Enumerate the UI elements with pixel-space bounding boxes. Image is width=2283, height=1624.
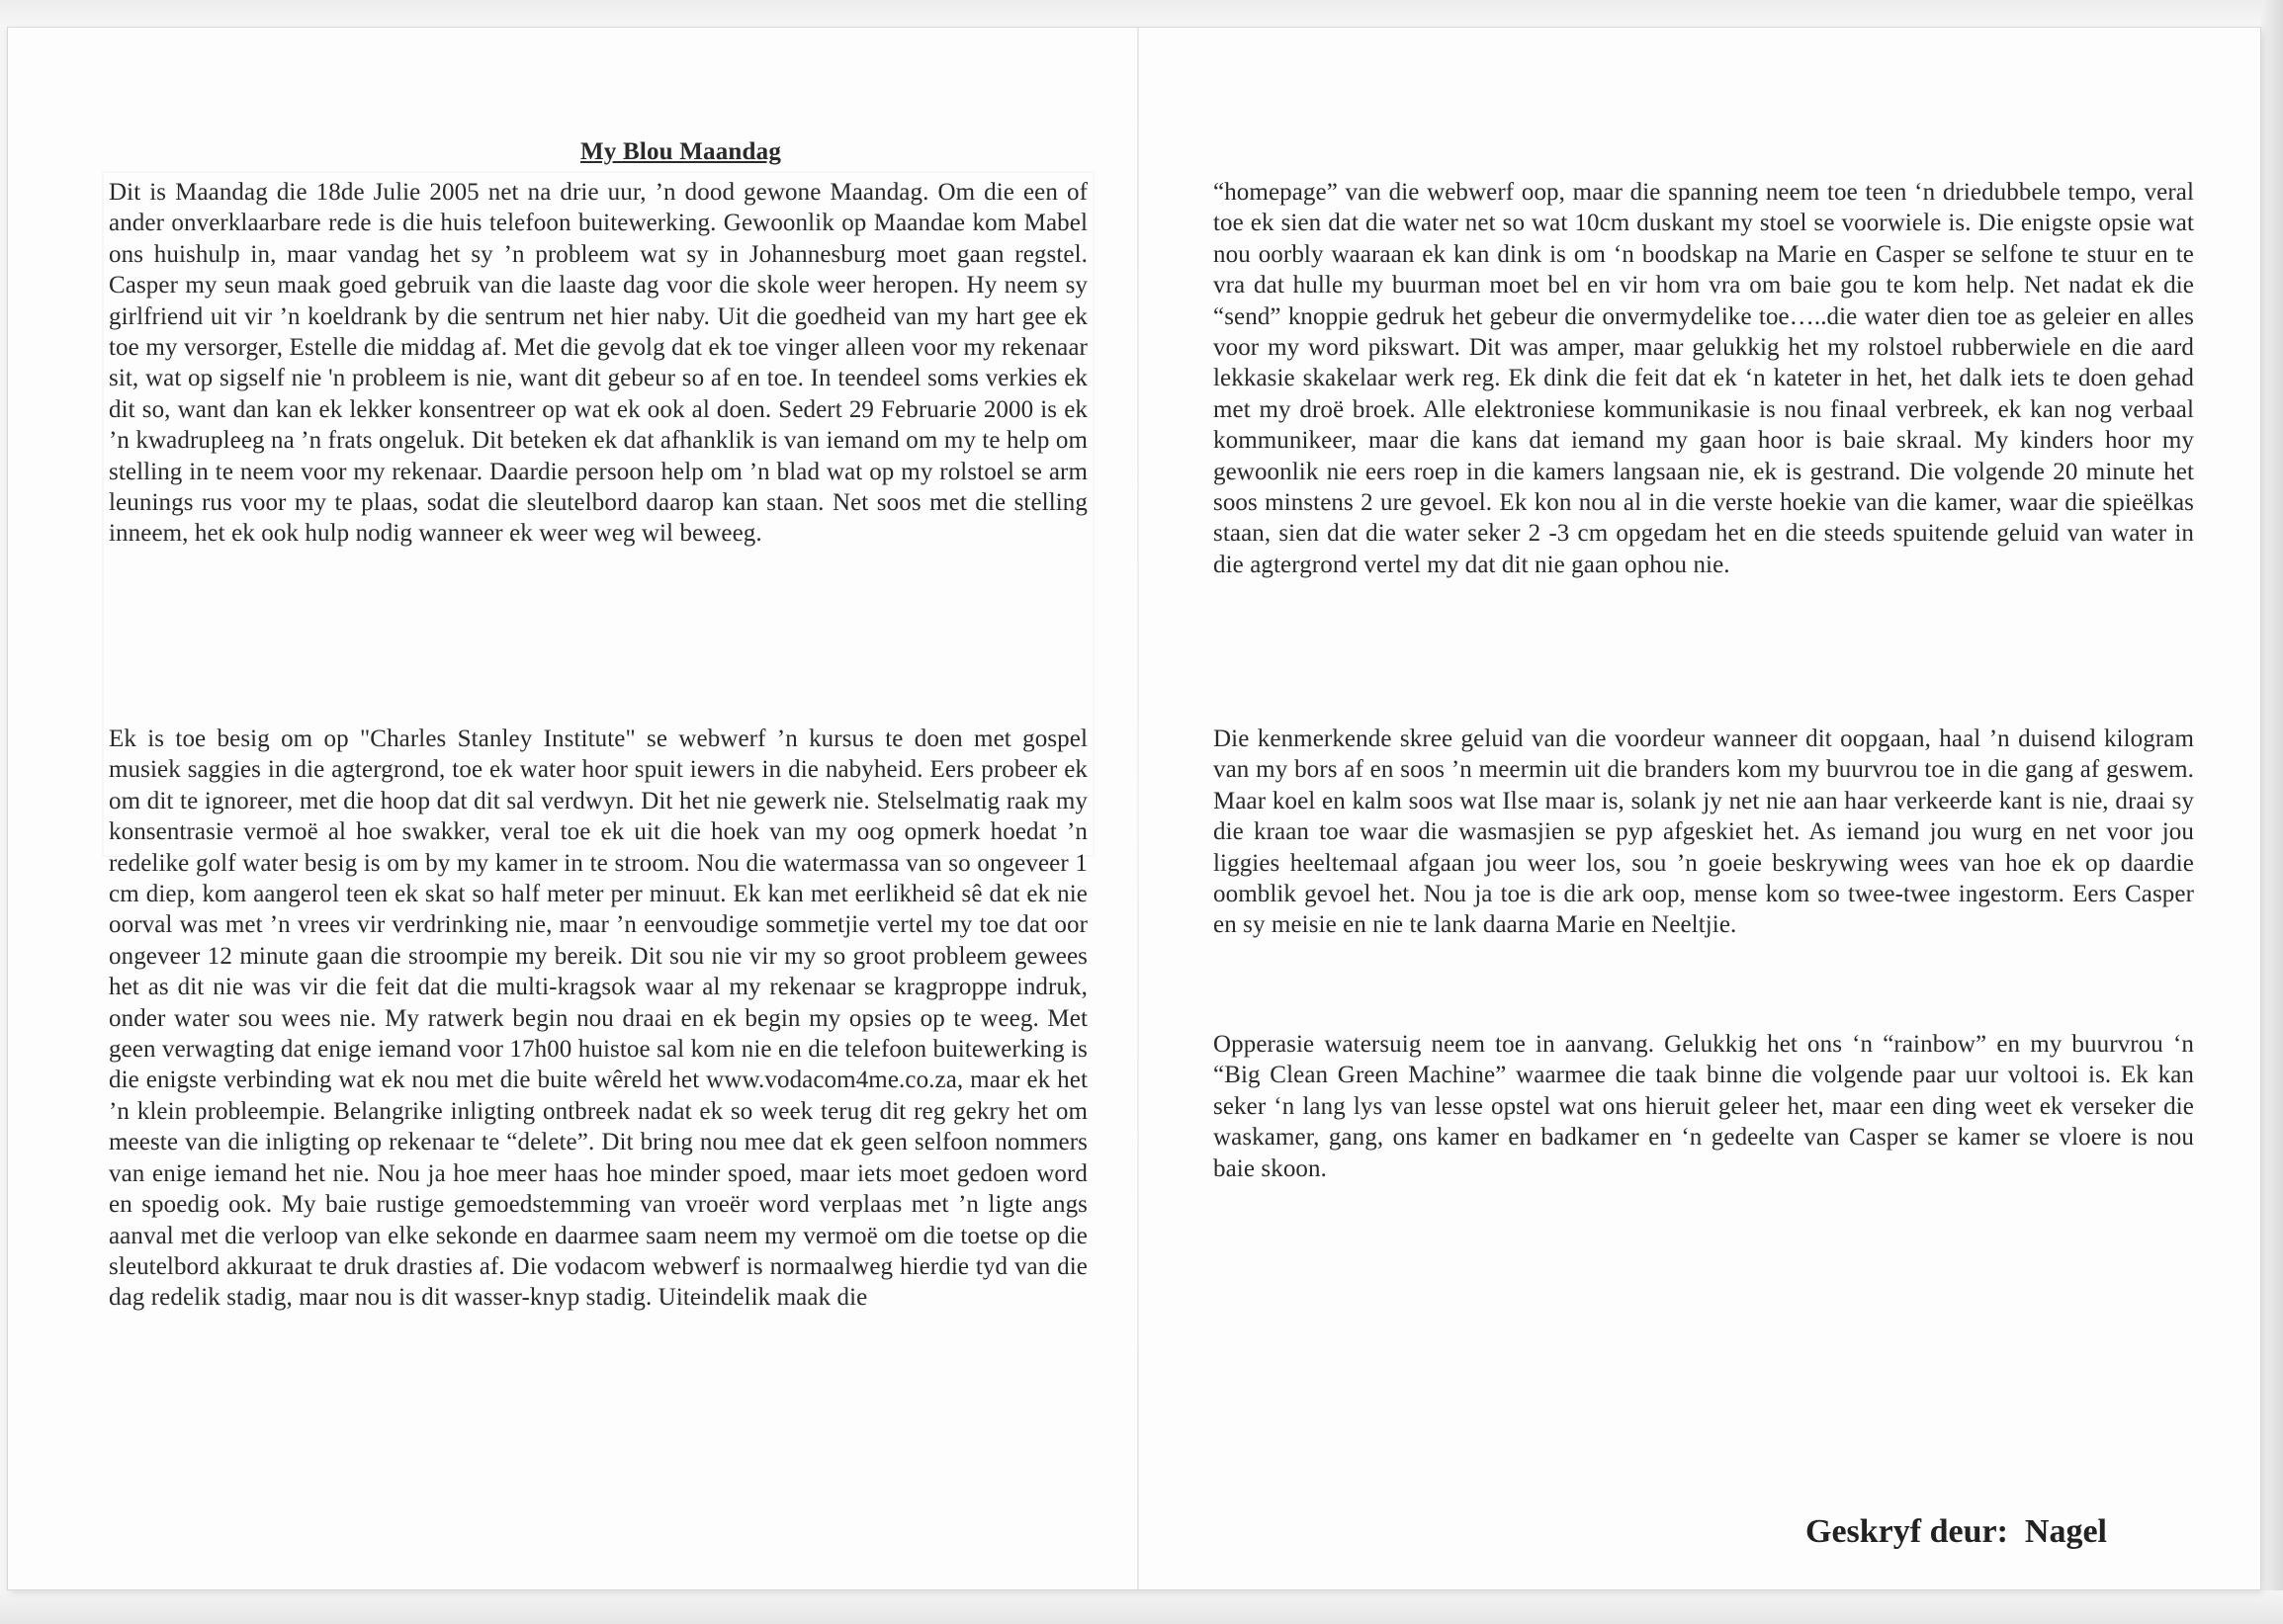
scan-border-right [2261, 0, 2283, 1624]
center-fold [1137, 28, 1139, 1589]
right-paragraph-2: Die kenmerkende skree geluid van die voordeur wanneer dit oopgaan, haal ’n duisend kilogram van my bors af en soos ’n meermin uit die branders kom my buurvrou toe in die gang af geswem. Maar koel en kalm soos wat Ilse maar is, solank jy net nie aan haar verkeerde kant is nie, draai sy die kraan toe waar die wasmasjien se pyp afgeskiet het. As iemand jou wurg en net voor jou liggies heeltemaal afgaan jou weer los, sou ’n goeie beskrywing wees van hoe ek op daardie oomblik gevoel het. Nou ja toe is die ark oop, mense kom so twee-twee ingestorm. Eers Casper en sy meisie en nie te lank daarna Marie en Neeltjie. [1213, 726, 2194, 939]
scan-border-bottom [0, 1590, 2283, 1624]
author-signature: Geskryf deur: Nagel [1805, 1513, 2108, 1550]
booklet-spread [8, 28, 2260, 1589]
right-paragraph-3: Opperasie watersuig neem toe in aanvang. Gelukkig het ons ‘n “rainbow” en my buurvrou ‘n “Big Clean Green Machine” waarmee die taak binne die volgende paar uur voltooi is. Ek kan seker ‘n lang lys van lesse opstel wat ons hieruit geleer het, maar een ding weet ek verseker die waskamer, gang, ons kamer en badkamer en ‘n gedeelte van Casper se kamer se vloere is nou baie skoon. [1213, 1031, 2194, 1182]
right-paragraph-1: “homepage” van die webwerf oop, maar die spanning neem toe teen ‘n driedubbele tempo, veral toe ek sien dat die water net so wat 10cm duskant my stoel se voorwiele is. Die enigste opsie wat nou oorbly waaraan ek kan dink is om ‘n boodskap na Marie en Casper se selfone te stuur en te vra dat hulle my buurman moet bel en vir hom vra om baie gou te kom help. Net nadat ek die “send” knoppie gedruk het gebeur die onvermydelike toe…..die water dien toe as geleier en alles voor my word pikswart. Dit was amper, maar gelukkig het my rolstoel rubberwiele en die aard lekkasie skakelaar werk reg. Ek dink die feit dat ek ‘n kateter in het, het dalk iets te doen gehad met my droë broek. Alle elektroniese kommunikasie is nou finaal verbreek, ek kan nog verbaal kommunikeer, maar die kans dat iemand my gaan hoor is baie skraal. My kinders hoor my gewoonlik nie eers roep in die kamers langsaan nie, ek is gestrand. Die volgende 20 minute het soos minstens 2 ure gevoel. Ek kon nou al in die verste hoekie van die kamer, waar die spieëlkas staan, sien dat die water seker 2 -3 cm opgedam het en die steeds spuitende geluid van water in die agtergrond vertel my dat dit nie gaan ophou nie. [1213, 179, 2194, 578]
story-title: My Blou Maandag [580, 138, 782, 165]
left-paragraph-1: Dit is Maandag die 18de Julie 2005 net na drie uur, ’n dood gewone Maandag. Om die een of ander onverklaarbare rede is die huis telefoon buitewerking. Gewoonlik op Maandae kom Mabel ons huishulp in, maar vandag het sy ’n probleem wat sy in Johannesburg moet gaan regstel. Casper my seun maak goed gebruik van die laaste dag voor die skole weer heropen. Hy neem sy girlfriend uit vir ’n koeldrank by die sentrum net hier naby. Uit die goedheid van my hart gee ek toe my versorger, Estelle die middag af. Met die gevolg dat ek toe vinger alleen voor my rekenaar sit, wat op sigself nie 'n probleem is nie, want dit gebeur so af en toe. In teendeel soms verkies ek dit so, want dan kan ek lekker konsentreer op wat ek ook al doen. Sedert 29 Februarie 2000 is ek ’n kwadrupleeg na ’n frats ongeluk. Dit beteken ek dat afhanklik is van iemand om my te help om stelling in te neem voor my rekenaar. Daardie persoon help om ’n blad wat op my rolstoel se arm leunings rus voor my te plaas, sodat die sleutelbord daarop kan staan. Net soos met die stelling inneem, het ek ook hulp nodig wanneer ek weer weg wil beweeg. [109, 179, 1088, 548]
left-paragraph-2: Ek is toe besig om op "Charles Stanley Institute" se webwerf ’n kursus te doen met gospel musiek saggies in die agtergrond, toe ek water hoor spuit iewers in die nabyheid. Eers probeer ek om dit te ignoreer, met die hoop dat dit sal verdwyn. Dit het nie gewerk nie. Stelselmatig raak my konsentrasie vermoë al hoe swakker, veral toe ek uit die hoek van my oog opmerk hoedat ’n redelike golf water besig is om by my kamer in te stroom. Nou die watermassa van so ongeveer 1 cm diep, kom aangerol teen ek skat so half meter per minuut. Ek kan met eerlikheid sê dat ek nie oorval was met ’n vrees vir verdrinking nie, maar ’n eenvoudige sommetjie vertel my toe dat oor ongeveer 12 minute gaan die stroompie my bereik. Dit sou nie vir my so groot probleem gewees het as dit nie was vir die feit dat die multi-kragsok waar al my rekenaar se kragproppe indruk, onder water sou wees nie. My ratwerk begin nou draai en ek begin my opsies op te weeg. Met geen verwagting dat enige iemand voor 17h00 huistoe sal kom nie en die telefoon buitewerking is die enigste verbinding wat ek nou met die buite wêreld het www.vodacom4me.co.za, maar ek het ’n klein probleempie. Belangrike inligting ontbreek nadat ek so week terug dit reg gekry het om meeste van die inligting op rekenaar te “delete”. Dit bring nou mee dat ek geen selfoon nommers van enige iemand het nie. Nou ja hoe meer haas hoe minder spoed, maar iets moet gedoen word en spoedig ook. My baie rustige gemoedstemming van vroeër word verplaas met ’n ligte angs aanval met die verloop van elke sekonde en daarmee saam neem my vermoë om die toetse op die sleutelbord akkuraat te druk drasties af. Die vodacom webwerf is normaalweg hierdie tyd van die dag redelik stadig, maar nou is dit wasser-knyp stadig. Uiteindelik maak die [109, 726, 1088, 1312]
scan-border-top [0, 0, 2283, 30]
